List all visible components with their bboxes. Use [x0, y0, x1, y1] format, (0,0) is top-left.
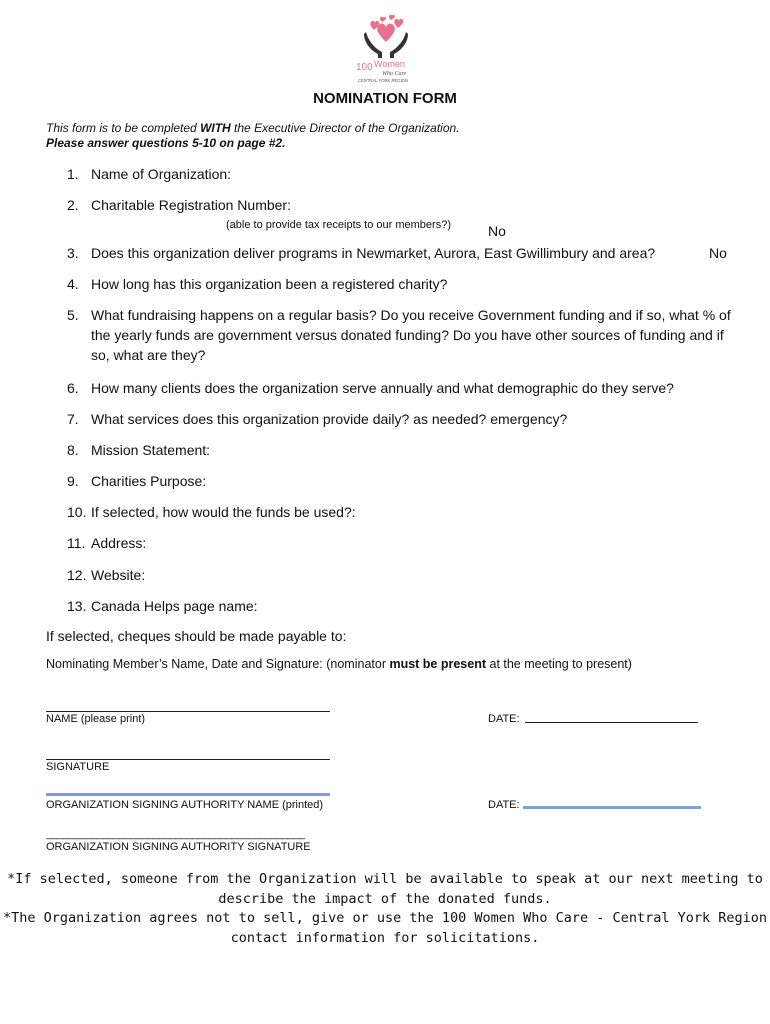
question-text: What fundraising happens on a regular basis? Do you receive Government funding and if so, what % of the yearly funds are government versus donated funding? Do you have other sources of funding and if so, what are they? — [91, 307, 731, 363]
question-number: 11. — [67, 535, 86, 551]
question-number: 1. — [67, 166, 79, 182]
logo-name-line1: Women — [374, 59, 405, 69]
question-number: 2. — [67, 197, 79, 213]
footer-note-2: describe the impact of the donated funds. — [218, 891, 552, 907]
question-3 — [67, 243, 767, 263]
question-text: How many clients does the organization serve annually and what demographic do they serve? — [91, 380, 674, 396]
intro-line-2: Please answer questions 5-10 on page #2. — [46, 136, 286, 150]
org-name-label: ORGANIZATION SIGNING AUTHORITY NAME (printed) — [46, 799, 324, 811]
date-label-2: DATE: — [488, 799, 520, 811]
question-11 — [67, 533, 737, 553]
question-text: Charitable Registration Number: — [91, 197, 291, 213]
question-number: 6. — [67, 380, 79, 396]
footer-note-1: *If selected, someone from the Organization will be available to speak at our next meeting to — [7, 871, 763, 887]
question-text: Website: — [91, 567, 146, 583]
question-10 — [67, 502, 737, 522]
question-number: 8. — [67, 442, 79, 458]
nominating-text: at the meeting to present) — [486, 657, 632, 671]
nominating-emphasis: must be present — [389, 657, 487, 671]
intro-line-1 — [46, 121, 460, 135]
question-text: How long has this organization been a registered charity? — [91, 276, 448, 292]
signature-line[interactable] — [46, 759, 330, 760]
question-number: 10. — [67, 504, 87, 520]
question-2 — [67, 195, 737, 215]
cheques-payable: If selected, cheques should be made payable to: — [46, 628, 347, 644]
q2-note: (able to provide tax receipts to our members?) — [226, 219, 451, 231]
question-12 — [67, 565, 737, 585]
question-6 — [67, 378, 737, 398]
question-text: Mission Statement: — [91, 442, 211, 458]
question-text: Address: — [91, 535, 147, 551]
q3-answer: No — [709, 245, 727, 261]
question-13 — [67, 596, 737, 616]
org-signature-dashes[interactable]: ______________________________________________ — [46, 828, 305, 840]
question-text: Canada Helps page name: — [91, 598, 258, 614]
nominating-member-line — [46, 657, 632, 671]
date-label-1: DATE: — [488, 713, 520, 725]
question-text: Name of Organization: — [91, 166, 232, 182]
logo-region: CENTRAL YORK REGION — [358, 78, 409, 83]
question-text: What services does this organization provide daily? as needed? emergency? — [91, 411, 568, 427]
footer-note-4: contact information for solicitations. — [230, 930, 540, 946]
org-signature-label: ORGANIZATION SIGNING AUTHORITY SIGNATURE — [46, 841, 311, 853]
date-line-2[interactable] — [523, 806, 701, 809]
question-4 — [67, 274, 737, 294]
name-label: NAME (please print) — [46, 713, 146, 725]
logo-number: 100 — [356, 62, 373, 73]
question-5 — [67, 305, 737, 365]
intro-text: the Executive Director of the Organization. — [230, 121, 460, 135]
question-text: Charities Purpose: — [91, 473, 207, 489]
name-signature-line[interactable] — [46, 711, 330, 712]
question-1 — [67, 164, 737, 184]
intro-text: This form is to be completed — [46, 121, 201, 135]
question-8 — [67, 440, 737, 460]
org-name-line[interactable] — [46, 793, 330, 796]
question-number: 3. — [67, 245, 79, 261]
signature-label: SIGNATURE — [46, 761, 110, 773]
question-text: Does this organization deliver programs in Newmarket, Aurora, East Gwillimbury and area? — [91, 245, 656, 261]
page-title: NOMINATION FORM — [313, 90, 457, 107]
organization-logo — [352, 12, 420, 86]
intro-emphasis: WITH — [200, 121, 231, 135]
nominating-text: Nominating Member’s Name, Date and Signature: (nominator — [46, 657, 390, 671]
q2-answer: No — [488, 223, 506, 239]
date-line-1[interactable] — [525, 722, 698, 723]
question-number: 9. — [67, 473, 79, 489]
question-number: 4. — [67, 276, 79, 292]
question-number: 13. — [67, 598, 87, 614]
question-7 — [67, 409, 737, 429]
question-number: 7. — [67, 411, 79, 427]
question-9 — [67, 471, 737, 491]
question-number: 12. — [67, 567, 87, 583]
question-text: If selected, how would the funds be used?: — [91, 504, 356, 520]
logo-name-line2: Who Care — [382, 71, 407, 77]
question-number: 5. — [67, 307, 79, 323]
footer-note-3: *The Organization agrees not to sell, give or use the 100 Women Who Care - Central York Region — [2, 910, 767, 926]
hearts-icon — [370, 15, 403, 42]
